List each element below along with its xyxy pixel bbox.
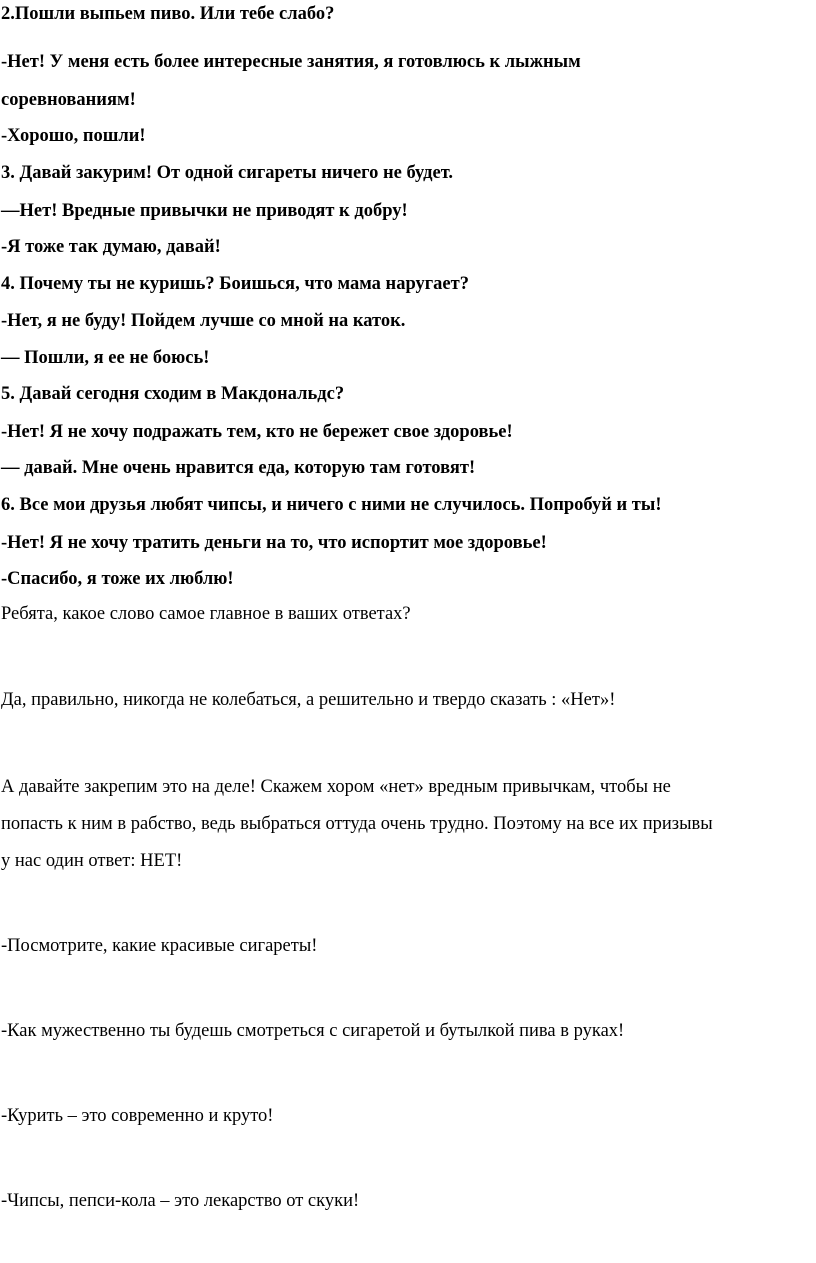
body-paragraph: попасть к ним в рабство, ведь выбраться оттуда очень трудно. Поэтому на все их призывы	[1, 814, 713, 834]
body-paragraph: -Курить – это современно и круто!	[1, 1106, 274, 1126]
dialogue-line: -Нет! Я не хочу тратить деньги на то, что испортит мое здоровье!	[1, 533, 547, 553]
body-paragraph: -Посмотрите, какие красивые сигареты!	[1, 936, 318, 956]
dialogue-line: -Нет! У меня есть более интересные занятия, я готовлюсь к лыжным	[1, 52, 581, 72]
dialogue-line: 6. Все мои друзья любят чипсы, и ничего с ними не случилось. Попробуй и ты!	[1, 495, 662, 515]
body-paragraph: -Как мужественно ты будешь смотреться с сигаретой и бутылкой пива в руках!	[1, 1021, 625, 1041]
dialogue-line: -Спасибо, я тоже их люблю!	[1, 569, 234, 589]
dialogue-line: -Нет, я не буду! Пойдем лучше со мной на каток.	[1, 311, 406, 331]
dialogue-line: —Нет! Вредные привычки не приводят к добру!	[1, 201, 408, 221]
dialogue-line: -Я тоже так думаю, давай!	[1, 237, 221, 257]
body-paragraph: А давайте закрепим это на деле! Скажем хором «нет» вредным привычкам, чтобы не	[1, 777, 671, 797]
body-paragraph: у нас один ответ: НЕТ!	[1, 851, 183, 871]
dialogue-line: соревнованиям!	[1, 90, 136, 110]
dialogue-line: 3. Давай закурим! От одной сигареты ничего не будет.	[1, 163, 454, 183]
dialogue-line: 2.Пошли выпьем пиво. Или тебе слабо?	[1, 4, 335, 24]
body-paragraph: Ребята, какое слово самое главное в ваших ответах?	[1, 604, 411, 624]
body-paragraph: -Чипсы, пепси-кола – это лекарство от скуки!	[1, 1191, 360, 1211]
dialogue-line: — давай. Мне очень нравится еда, которую там готовят!	[1, 458, 476, 478]
dialogue-line: 5. Давай сегодня сходим в Макдональдс?	[1, 384, 345, 404]
body-paragraph: Да, правильно, никогда не колебаться, а решительно и твердо сказать : «Нет»!	[1, 690, 616, 710]
dialogue-line: 4. Почему ты не куришь? Боишься, что мама наругает?	[1, 274, 469, 294]
dialogue-line: -Нет! Я не хочу подражать тем, кто не бережет свое здоровье!	[1, 422, 513, 442]
dialogue-line: — Пошли, я ее не боюсь!	[1, 348, 210, 368]
dialogue-line: -Хорошо, пошли!	[1, 126, 146, 146]
